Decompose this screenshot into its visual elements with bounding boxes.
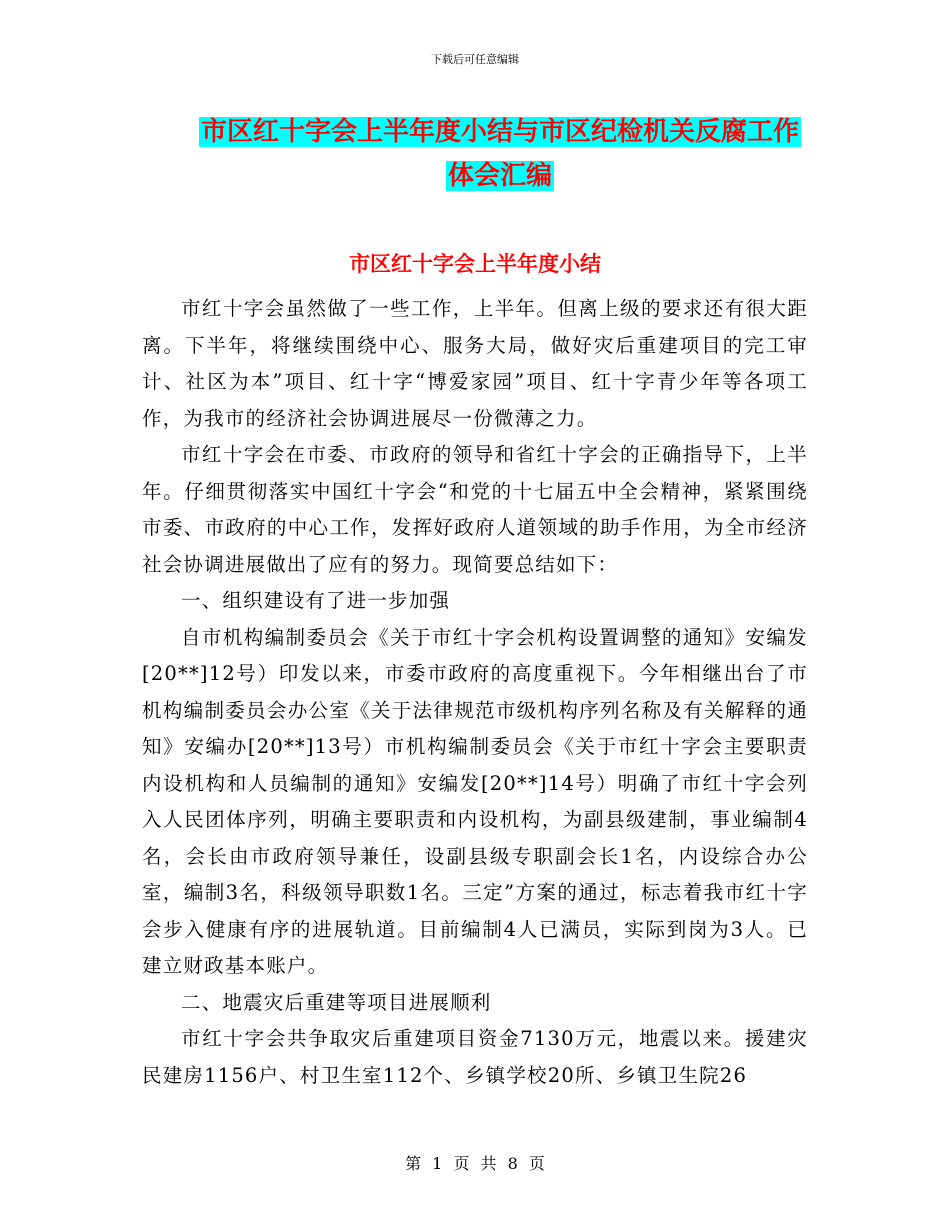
paragraph-reconstruction-projects: 市红十字会共争取灾后重建项目资金7130万元，地震以来。援建灾民建房1156户、村卫生室112个、乡镇学校20所、乡镇卫生院26 <box>142 1027 808 1087</box>
page-header-note: 下载后可任意编辑 <box>431 53 519 66</box>
heading-organization-building: 一、组织建设有了进一步加强 <box>181 589 451 612</box>
document-title-line-2: 体会汇编 <box>447 161 552 191</box>
document-body <box>142 291 808 1094</box>
document-title-line-1: 市区红十字会上半年度小结与市区纪检机关反腐工作 <box>200 117 799 147</box>
paragraph-summary-intro: 市红十字会虽然做了一些工作，上半年。但离上级的要求还有很大距离。下半年，将继续围绕中心、服务大局，做好灾后重建项目的完工审计、社区为本”项目、红十字“博爱家园”项目、红十字青少年等各项工作，为我市的经济社会协调进展尽一份微薄之力。 <box>142 297 808 430</box>
paragraph-overview: 市红十字会在市委、市政府的领导和省红十字会的正确指导下，上半年。仔细贯彻落实中国红十字会“和党的十七届五中全会精神，紧紧围绕市委、市政府的中心工作，发挥好政府人道领域的助手作用，为全市经济社会协调进展做出了应有的努力。现简要总结如下： <box>142 443 808 576</box>
heading-reconstruction-projects: 二、地震灾后重建等项目进展顺利 <box>181 990 492 1014</box>
paragraph-organization-building: 自市机构编制委员会《关于市红十字会机构设置调整的通知》安编发[20**]12号）印发以来，市委市政府的高度重视下。今年相继出台了市机构编制委员会办公室《关于法律规范市级机构序列名称及有关解释的通知》安编办[20**]13号）市机构编制委员会《关于市红十字会主要职责内设机构和人员编制的通知》安编发[20**]14号）明确了市红十字会列入人民团体序列，明确主要职责和内设机构，为副县级建制，事业编制4名，会长由市政府领导兼任，设副县级专职副会长1名，内设综合办公室，编制3名，科级领导职数1名。三定”方案的通过，标志着我市红十字会步入健康有序的进展轨道。目前编制4人已满员，实际到岗为3人。已建立财政基本账户。 <box>142 625 808 977</box>
page-number-footer: 第 1 页 共 8 页 <box>405 1154 545 1173</box>
section-title: 市区红十字会上半年度小结 <box>349 252 601 276</box>
document-title <box>150 110 850 198</box>
